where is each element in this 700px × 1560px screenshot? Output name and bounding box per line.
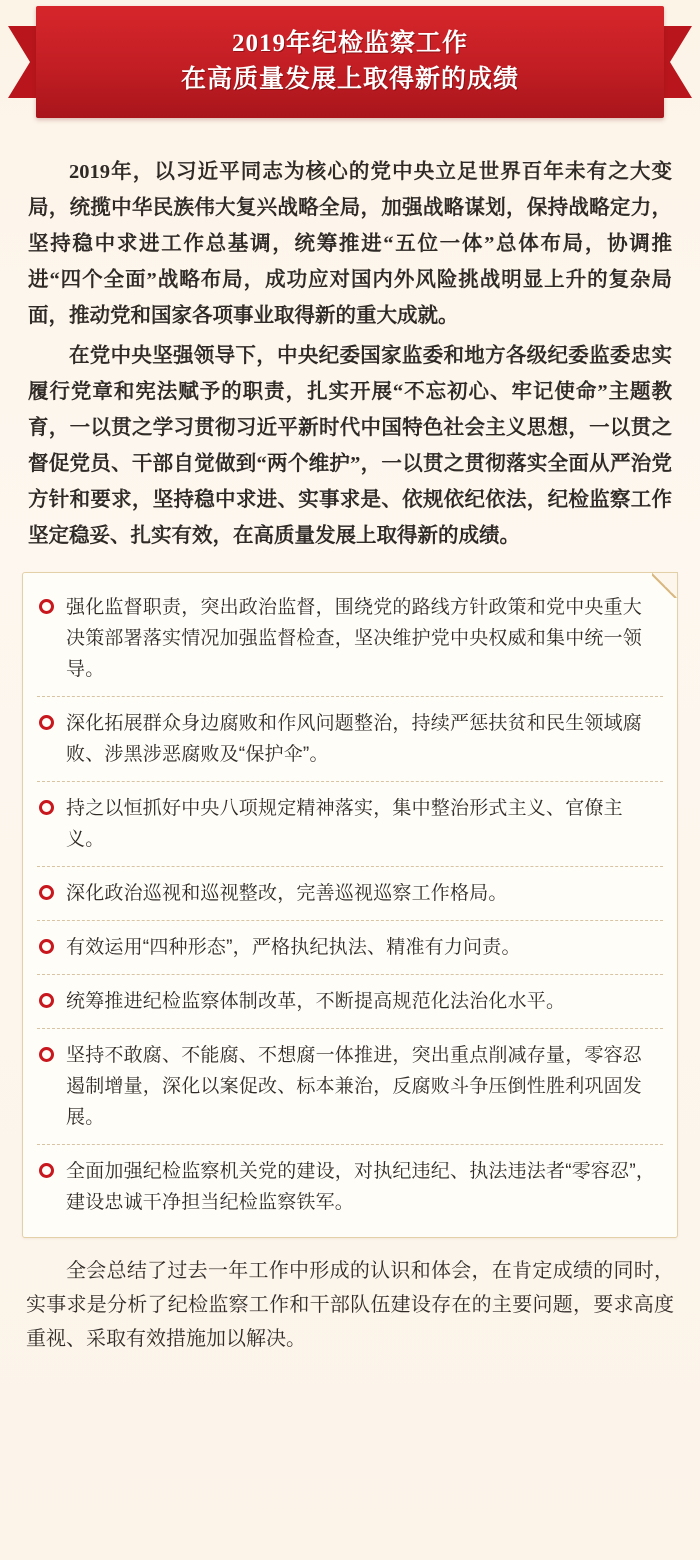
list-item [37, 1145, 663, 1229]
list-item [37, 921, 663, 975]
title-line-1: 2019年纪检监察工作 [231, 30, 468, 57]
list-item [37, 782, 663, 867]
closing-paragraph: 全会总结了过去一年工作中形成的认识和体会，在肯定成绩的同时，实事求是分析了纪检监察工作和干部队伍建设存在的主要问题，要求高度重视、采取有效措施加以解决。 [26, 1260, 674, 1350]
banner-header [0, 0, 700, 128]
circle-outline-icon [39, 1163, 54, 1178]
list-item-label: 有效运用“四种形态”，严格执纪执法、精准有力问责。 [66, 937, 521, 958]
list-item-label: 强化监督职责，突出政治监督，围绕党的路线方针政策和党中央重大决策部署落实情况加强监督检查，坚决维护党中央权威和集中统一领导。 [66, 597, 643, 680]
list-item [37, 1029, 663, 1145]
list-item [37, 975, 663, 1029]
page-title [181, 26, 519, 98]
list-item-label: 深化拓展群众身边腐败和作风问题整治，持续严惩扶贫和民生领域腐败、涉黑涉恶腐败及“保护伞”。 [66, 713, 643, 765]
circle-outline-icon [39, 800, 54, 815]
paragraph-2: 在党中央坚强领导下，中央纪委国家监委和地方各级纪委监委忠实履行党章和宪法赋予的职责，扎实开展“不忘初心、牢记使命”主题教育，一以贯之学习贯彻习近平新时代中国特色社会主义思想，一以贯之督促党员、干部自觉做到“两个维护”，一以贯之贯彻落实全面从严治党方针和要求，坚持稳中求进、实事求是、依规依纪依法，纪检监察工作坚定稳妥、扎实有效，在高质量发展上取得新的成绩。 [28, 345, 672, 547]
list-item [37, 867, 663, 921]
circle-outline-icon [39, 939, 54, 954]
list-item-label: 持之以恒抓好中央八项规定精神落实，集中整治形式主义、官僚主义。 [66, 798, 623, 850]
circle-outline-icon [39, 1047, 54, 1062]
circle-outline-icon [39, 885, 54, 900]
list-item [37, 697, 663, 782]
banner-plate [36, 6, 664, 118]
list-item-label: 深化政治巡视和巡视整改，完善巡视巡察工作格局。 [66, 883, 508, 904]
highlights-card [22, 572, 678, 1238]
circle-outline-icon [39, 715, 54, 730]
intro-section [0, 128, 700, 554]
paragraph-1: 2019年，以习近平同志为核心的党中央立足世界百年未有之大变局，统揽中华民族伟大复兴战略全局，加强战略谋划，保持战略定力，坚持稳中求进工作总基调，统筹推进“五位一体”总体布局，协调推进“四个全面”战略布局，成功应对国内外风险挑战明显上升的复杂局面，推动党和国家各项事业取得新的重大成就。 [28, 161, 672, 327]
closing-section [0, 1238, 700, 1356]
list-item-label: 统筹推进纪检监察体制改革，不断提高规范化法治化水平。 [66, 991, 566, 1012]
circle-outline-icon [39, 599, 54, 614]
list-item-label: 全面加强纪检监察机关党的建设，对执纪违纪、执法违法者“零容忍”，建设忠诚干净担当纪检监察铁军。 [66, 1161, 656, 1213]
circle-outline-icon [39, 993, 54, 1008]
list-item-label: 坚持不敢腐、不能腐、不想腐一体推进，突出重点削减存量，零容忍遏制增量，深化以案促改、标本兼治，反腐败斗争压倒性胜利巩固发展。 [66, 1045, 643, 1128]
title-line-2: 在高质量发展上取得新的成绩 [180, 66, 519, 93]
list-item [37, 581, 663, 697]
